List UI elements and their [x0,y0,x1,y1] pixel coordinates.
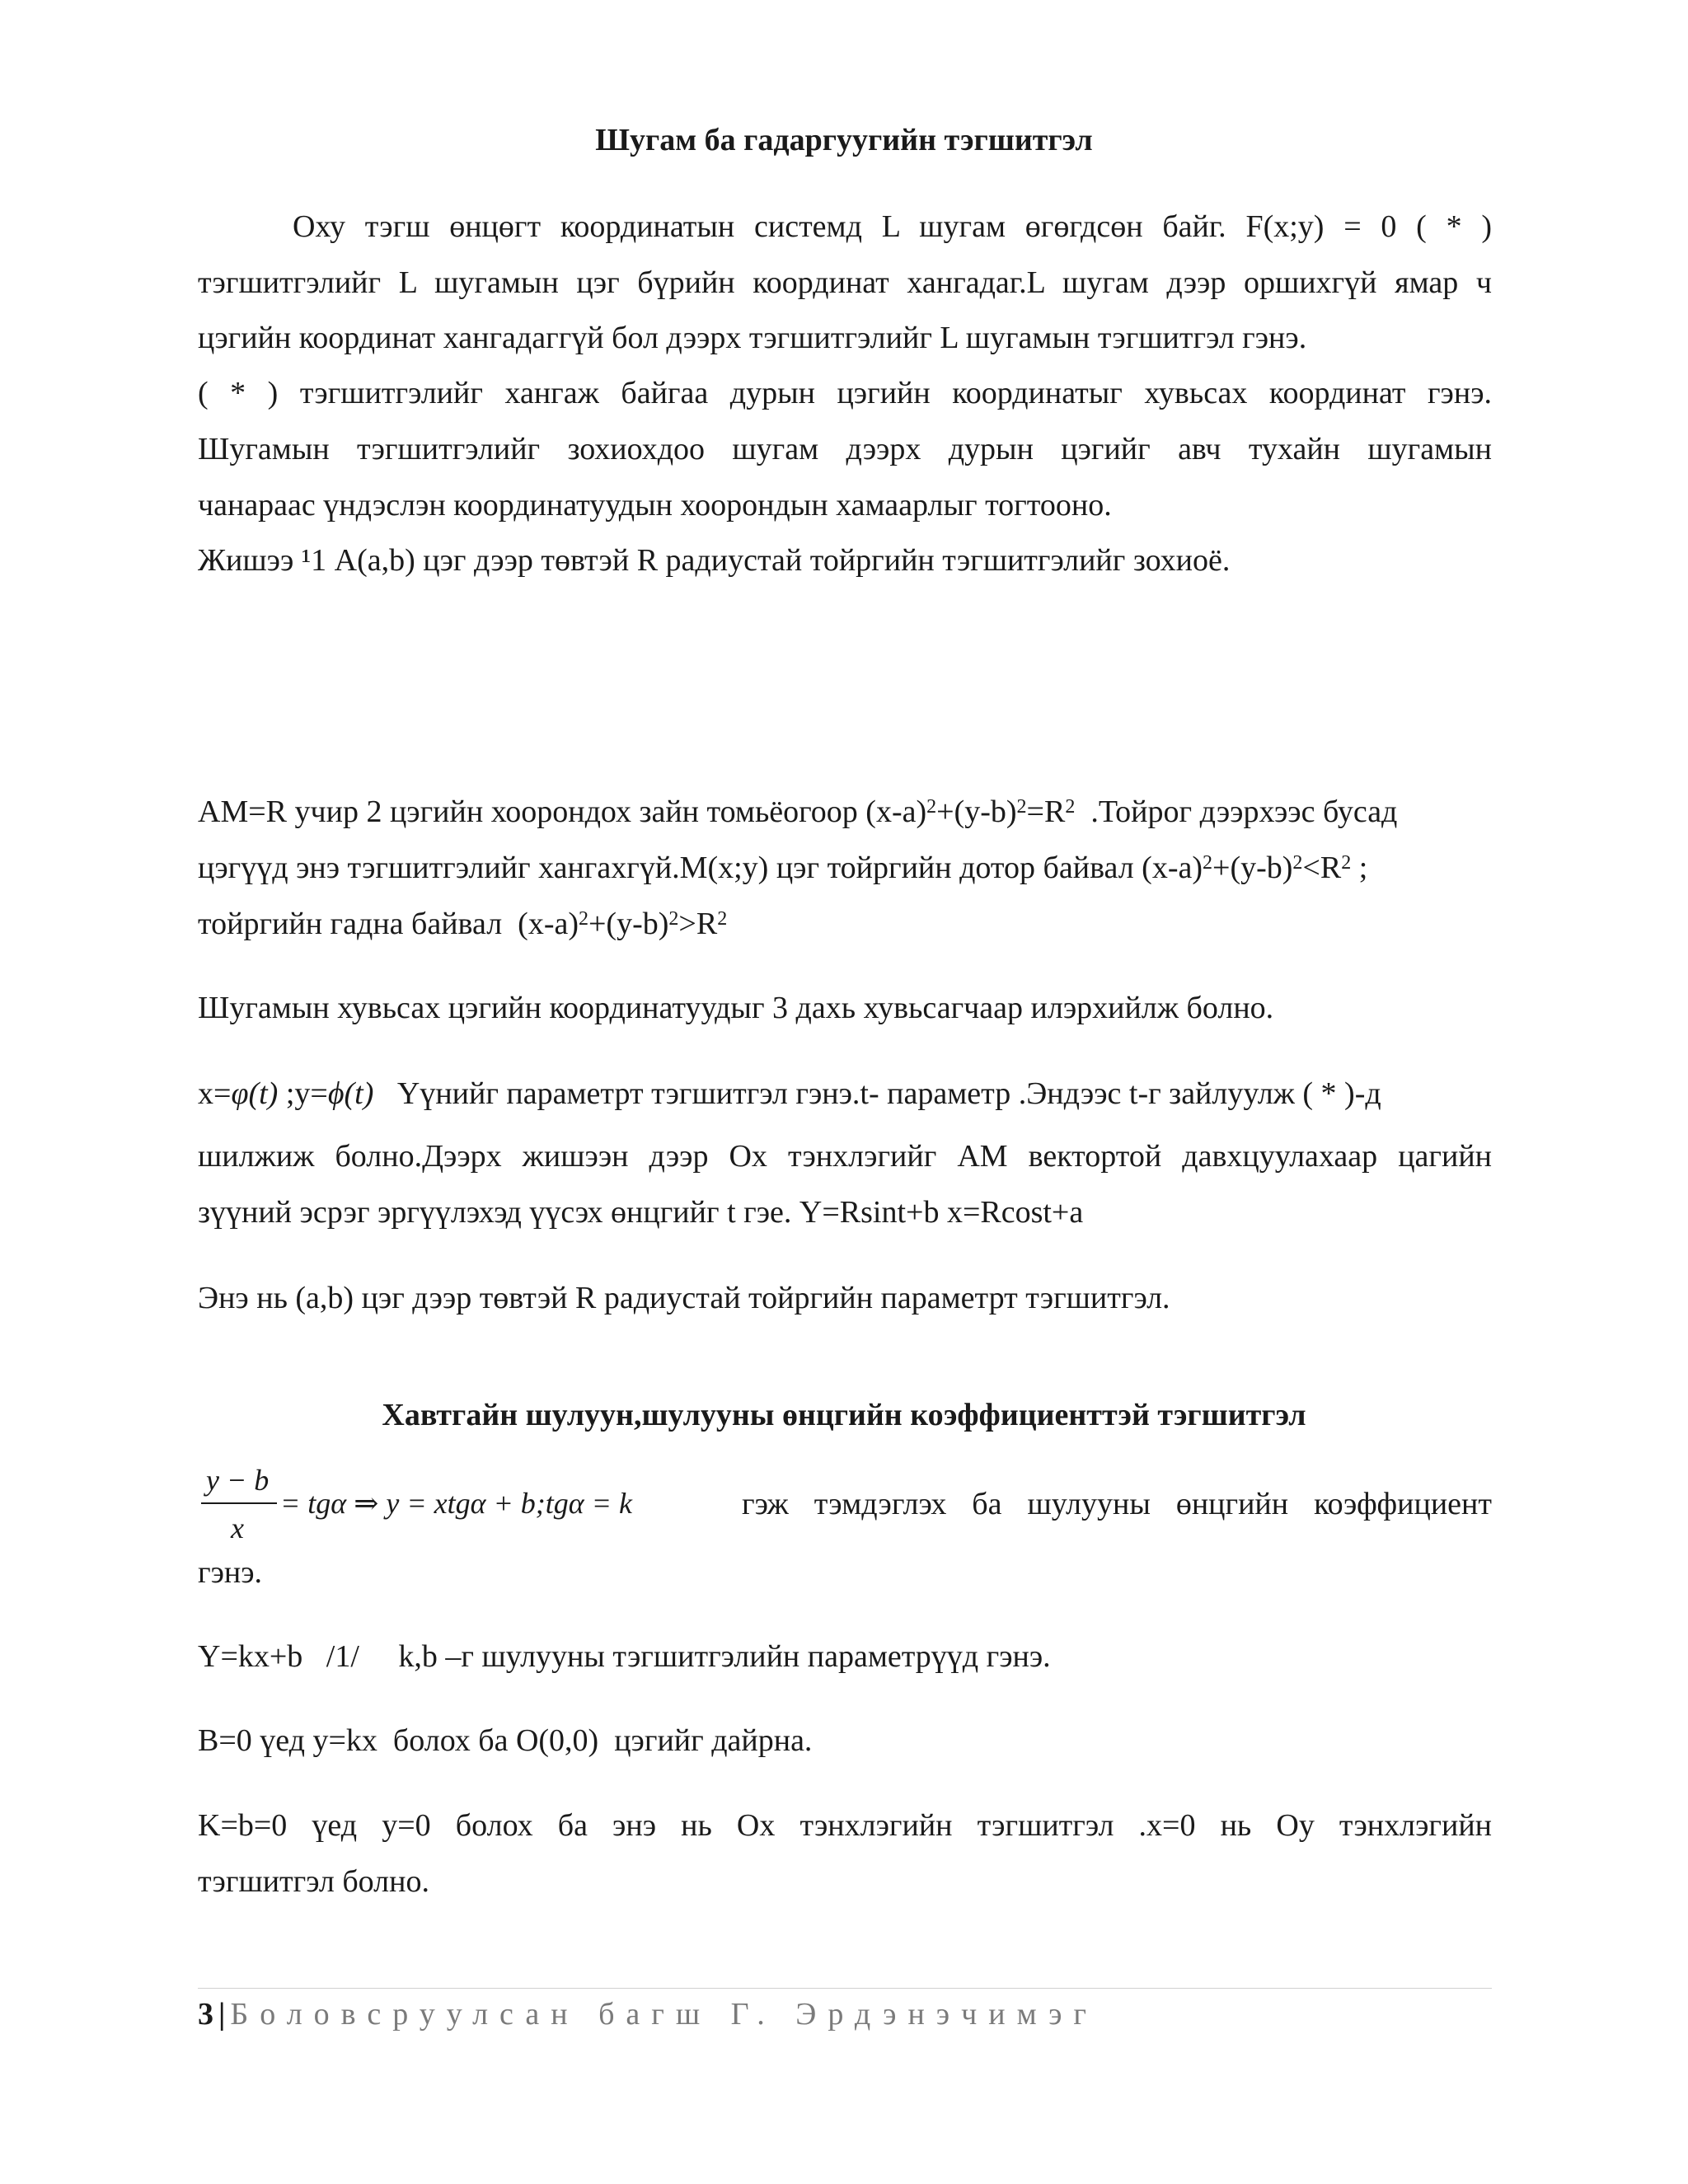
paragraph-line: Оху тэгш өнцөгт координатын системд L шугам өгөгдсөн байг. F(x;y) = 0 ( * ) [293,209,1492,244]
paragraph-line: x=φ(t) ;y=ϕ(t) Үүнийг параметрт тэгшитгэл гэнэ.t- параметр .Эндээс t-г зайлуулж ( * )-д [198,1076,1381,1111]
paragraph-line: B=0 үед y=kx болох ба O(0,0) цэгийг дайрна. [198,1723,813,1758]
fraction-bar [201,1502,277,1504]
paragraph-line: Шугамын тэгшитгэлийг зохиохдоо шугам дээрх дурын цэгийг авч тухайн шугамын [198,432,1492,466]
paragraph-line: тойргийн гадна байвал $(x-a)^2+(y-b)^2>R^2$ [198,907,728,941]
footer-divider [198,1988,1492,1989]
section-title: Хавтгайн шулуун,шулууны өнцгийн коэффициенттэй тэгшитгэл [382,1398,1306,1432]
paragraph-line: Энэ нь (a,b) цэг дээр төвтэй R радиустай тойргийн параметрт тэгшитгэл. [198,1281,1170,1315]
paragraph-line: гэнэ. [198,1555,263,1590]
paragraph-line: зүүний эсрэг эргүүлэхэд үүсэх өнцгийг t гэе. Y=Rsint+b x=Rcost+a [198,1195,1084,1230]
paragraph-line: цэгийн координат хангадаггүй бол дээрх тэгшитгэлийг L шугамын тэгшитгэл гэнэ. [198,321,1307,355]
paragraph-line: чанараас үндэслэн координатуудын хоорондын хамаарлыг тогтооно. [198,488,1112,523]
footer-author: Боловсруулсан багш Г. Эрдэнэчимэг [230,1997,1098,2032]
example-line: Жишээ ¹1 A(a,b) цэг дээр төвтэй R радиустай тойргийн тэгшитгэлийг зохиоё. [198,543,1231,578]
paragraph-line: тэгшитгэлийг L шугамын цэг бүрийн координат хангадаг.L шугам дээр оршихгүй ямар ч [198,265,1492,300]
paragraph-line: ( * ) тэгшитгэлийг хангаж байгаа дурын цэгийн координатыг хувьсах координат гэнэ. [198,376,1492,410]
section-title: Шугам ба гадаргуугийн тэгшитгэл [595,123,1093,157]
paragraph-line: K=b=0 үед y=0 болох ба энэ нь Ох тэнхлэгийн тэгшитгэл .x=0 нь Оу тэнхлэгийн [198,1808,1492,1843]
footer [198,1996,1098,2032]
paragraph-line: AM=R учир 2 цэгийн хоорондох зайн томьёогоор $(x-a)^2+(y-b)^2=R^2$ .Тойрог дээрхээс бусад [198,794,1398,829]
formula-text: гэж тэмдэглэх ба шулууны өнцгийн коэффициент [742,1487,1492,1521]
paragraph-line: шилжиж болно.Дээрх жишээн дээр Ох тэнхлэгийг AM вектортой давхцуулахаар цагийн [198,1139,1492,1174]
paragraph-line: тэгшитгэл болно. [198,1864,429,1899]
page-number: 3 [198,1997,213,2032]
paragraph-line: Шугамын хувьсах цэгийн координатуудыг 3 дахь хувьсагчаар илэрхийлж болно. [198,991,1274,1025]
paragraph-line: Y=kx+b /1/ k,b –г шулууны тэгшитгэлийн параметрүүд гэнэ. [198,1639,1051,1674]
footer-separator: | [218,1997,226,2032]
fraction-denominator: x [231,1511,244,1544]
paragraph-line: цэгүүд энэ тэгшитгэлийг хангахгүй.M(x;y) цэг тойргийн дотор байвал $(x-a)^2+(y-b)^2<R^2$ ; [198,851,1368,885]
fraction-numerator: y − b [206,1464,270,1497]
formula: = tgα ⇒ y = xtgα + b;tgα = k [280,1487,632,1520]
